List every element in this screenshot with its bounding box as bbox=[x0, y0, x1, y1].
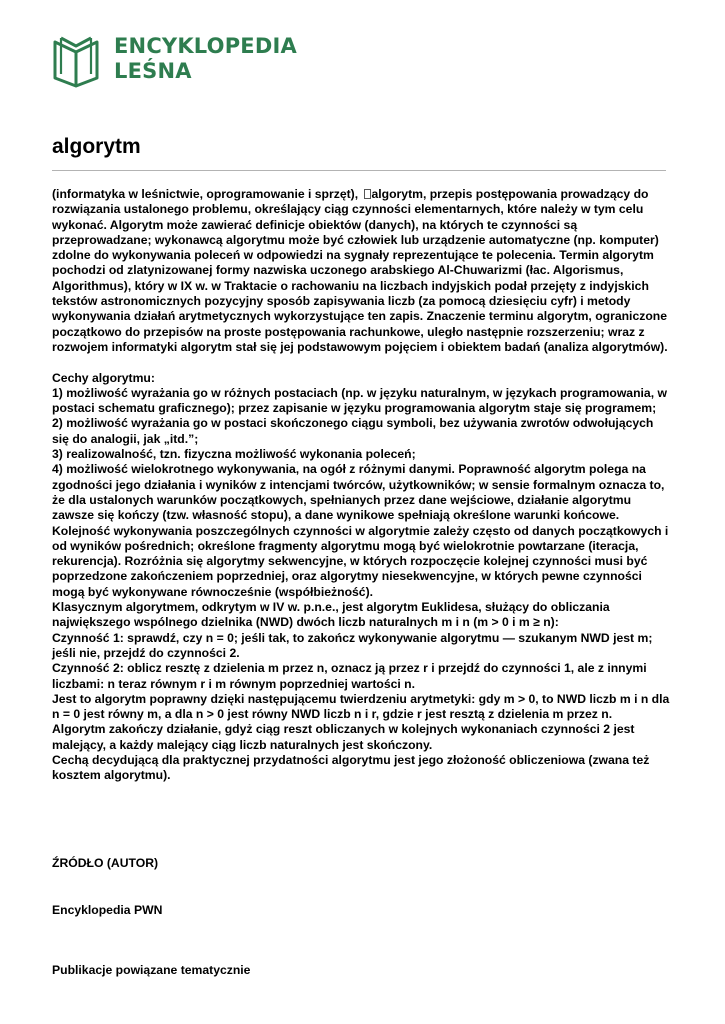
termination-paragraph: Algorytm zakończy działanie, gdyż ciąg reszt obliczanych w kolejnych wykonaniach czynności 2 jest malejący, a każdy malejący ciąg liczb naturalnych jest skończony. bbox=[52, 722, 635, 752]
source-heading: ŹRÓDŁO (AUTOR) bbox=[52, 856, 159, 870]
feature-line-3: 3) realizowalność, tzn. fizyczna możliwość wykonania poleceń; bbox=[52, 447, 416, 462]
feature-line-4: 4) możliwość wielokrotnego wykonywania, na ogół z różnymi danymi. Poprawność algorytm polega na zgodności jego działania i wyników z intencjami twórców, użytkowników; w sensie formalnym oznacza to, że dla ustalonych warunków początkowych, spełnianych przez dane wejściowe, działanie algorytmu zawsze się kończy (tzw. własność stopu), a dane wynikowe spełniają określone warunki końcowe. bbox=[52, 462, 665, 523]
site-logo[interactable] bbox=[52, 32, 297, 88]
intro-rest: algorytm, przepis postępowania prowadzący do rozwiązania ustalonego problemu, określający ciąg czynności elementarnych, które należy w tym celu wykonać. Algorytm może zawierać definicje obiektów (danych), na których te czynności są przeprowadzane; wykonawcą algorytmu może być człowiek lub urządzenie automatyczne (np. komputer) zdolne do wykonywania poleceń w odpowiedzi na sygnały reprezentujące te polecenia. Termin algorytm pochodzi od zlatynizowanej formy nazwiska uczonego arabskiego Al-Chuwarizmi (łac. Algorismus, Algorithmus), który w IX w. w Traktacie o rachowaniu na liczbach indyjskich podał przejęty z indyjskich tekstów astronomicznych pozycyjny sposób zapisywania liczb (za pomocą dziesięciu cyfr) i metody wykonywania działań arytmetycznych wykorzystujące ten zapis. Znaczenie terminu algorytm, ograniczone początkowo do przepisów na proste postępowania rachunkowe, uległo następnie rozszerzeniu; wraz z rozwojem informatyki algorytm stał się jej podstawowym pojęciem i obiektem badań (analiza algorytmów). bbox=[52, 187, 668, 354]
logo-line2: LEŚNA bbox=[114, 59, 192, 83]
complexity-paragraph: Cechą decydującą dla praktycznej przydatności algorytmu jest jego złożoność obliczeniowa (zwana też kosztem algorytmu). bbox=[52, 752, 650, 783]
page-title: algorytm bbox=[52, 135, 141, 158]
feature-line-2: 2) możliwość wyrażania go w postaci skończonego ciągu symboli, bez używania zwrotów odwołujących się do analogii, jak „itd.”; bbox=[52, 416, 654, 446]
features-heading: Cechy algorytmu: bbox=[52, 370, 155, 385]
euclid-paragraph: Klasycznym algorytmem, odkrytym w IV w. p.n.e., jest algorytm Euklidesa, służący do obliczania największego wspólnego dzielnika (NWD) dwóch liczb naturalnych m i n (m > 0 i m ≥ n): bbox=[52, 600, 610, 630]
paragraph-gap bbox=[52, 355, 672, 370]
related-publications-heading: Publikacje powiązane tematycznie bbox=[52, 963, 251, 977]
article-body bbox=[52, 187, 672, 784]
logo-wordmark bbox=[114, 34, 297, 84]
feature-line-1: 1) możliwość wyrażania go w różnych postaciach (np. w języku naturalnym, w językach programowania, w postaci schematu graficznego); przez zapisanie w języku programowania algorytm staje się programem; bbox=[52, 385, 667, 416]
open-book-icon bbox=[52, 32, 100, 88]
order-paragraph: Kolejność wykonywania poszczególnych czynności w algorytmie zależy często od danych początkowych i od wyników pośrednich; określone fragmenty algorytmu mogą być wielokrotnie powtarzane (iteracja, rekurencja). Rozróżnia się algorytmy sekwencyjne, w których rozpoczęcie kolejnej czynności musi być poprzedzone zakończeniem poprzedniej, oraz algorytmy niesekwencyjne, w których pewne czynności mogą być wykonywane równocześnie (współbieżność). bbox=[52, 523, 669, 599]
intro-start: (informatyka w leśnictwie, oprogramowanie i sprzęt), bbox=[52, 187, 362, 201]
source-value: Encyklopedia PWN bbox=[52, 903, 163, 917]
intro-paragraph bbox=[52, 187, 672, 355]
logo-line1: ENCYKLOPEDIA bbox=[114, 34, 297, 58]
title-divider bbox=[52, 170, 666, 171]
correctness-paragraph: Jest to algorytm poprawny dzięki następującemu twierdzeniu arytmetyki: gdy m > 0, to NWD liczb m i n dla n = 0 jest równy m, a dla n > 0 jest równy NWD liczb n i r, gdzie r jest resztą z dzielenia m przez n. bbox=[52, 691, 670, 722]
missing-glyph-icon bbox=[364, 189, 371, 199]
step-2-paragraph: Czynność 2: oblicz resztę z dzielenia m przez n, oznacz ją przez r i przejdź do czynności 1, ale z innymi liczbami: n teraz równym r i m równym poprzedniej wartości n. bbox=[52, 661, 647, 691]
step-1-paragraph: Czynność 1: sprawdź, czy n = 0; jeśli tak, to zakończ wykonywanie algorytmu — szukanym NWD jest m; jeśli nie, przejdź do czynności 2. bbox=[52, 630, 653, 660]
